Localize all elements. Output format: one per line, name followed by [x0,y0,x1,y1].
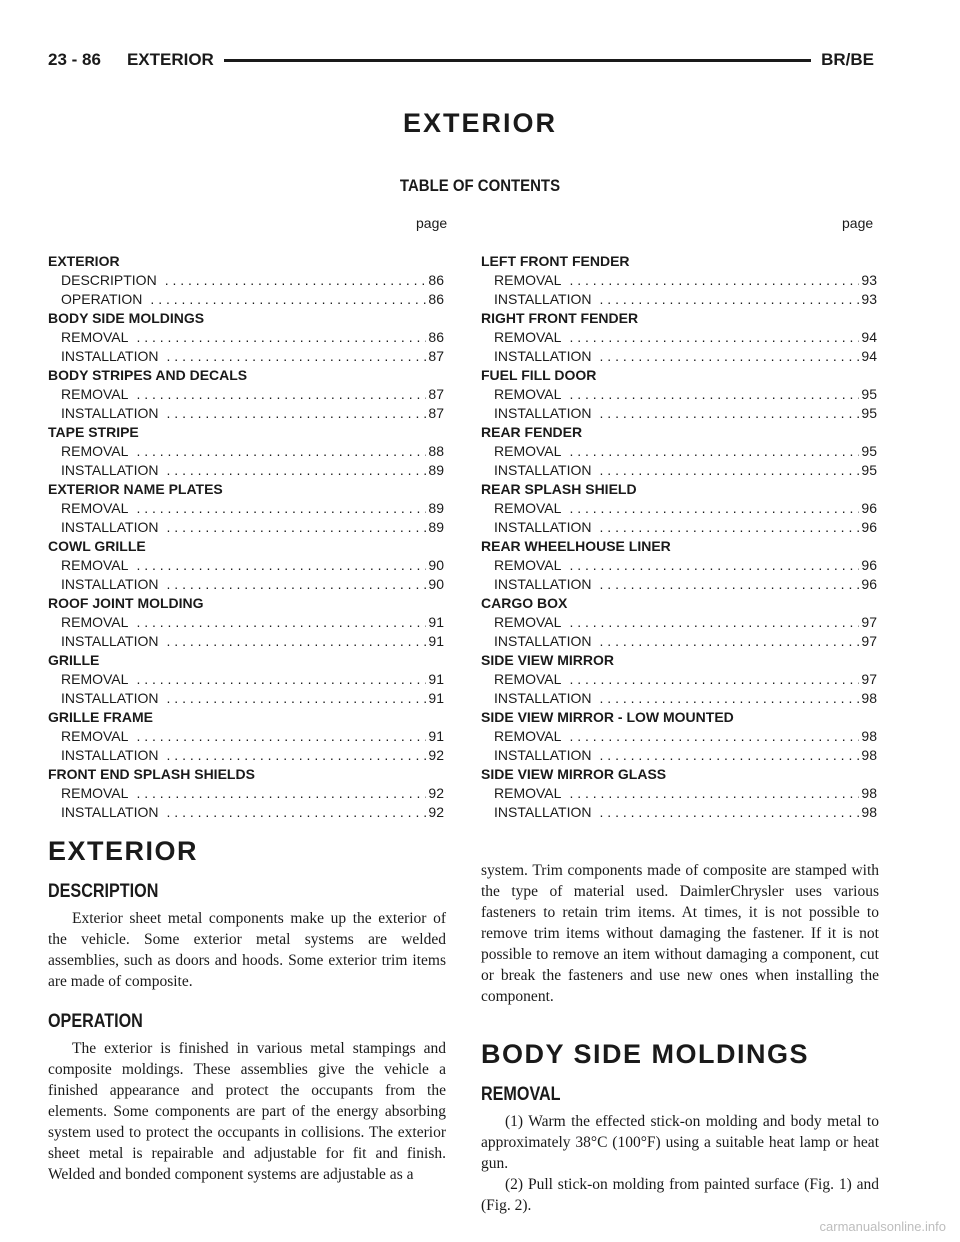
toc-group [48,651,444,708]
toc-entry[interactable] [48,404,444,423]
toc-leader-dots [167,632,427,651]
toc-entry-page: 95 [861,462,877,478]
toc-entry-label: REMOVAL [494,443,562,459]
toc-entry-page: 86 [428,291,444,307]
header-model: BR/BE [821,50,874,69]
toc-entry-page: 94 [861,329,877,345]
toc-heading[interactable]: BODY SIDE MOLDINGS [48,310,205,326]
toc-entry-label: INSTALLATION [61,690,159,706]
toc-group [481,252,877,309]
toc-heading[interactable]: REAR FENDER [481,424,583,440]
page-header [48,48,874,72]
toc-page-label-right: page [842,215,874,231]
toc-heading[interactable]: FRONT END SPLASH SHIELDS [48,766,255,782]
toc-entry-page: 92 [428,785,444,801]
toc-entry-label: REMOVAL [494,614,562,630]
toc-heading[interactable]: EXTERIOR NAME PLATES [48,481,223,497]
toc-leader-dots [136,328,426,347]
toc-leader-dots [569,385,859,404]
toc-entry[interactable] [481,385,877,404]
toc-entry-page: 93 [861,272,877,288]
toc-page-label-left: page [416,215,448,231]
toc-leader-dots [569,727,859,746]
toc-group [481,651,877,708]
toc-entry-page: 90 [428,576,444,592]
toc-entry[interactable] [481,404,877,423]
toc-entry-page: 88 [428,443,444,459]
toc-entry[interactable] [481,290,877,309]
toc-entry[interactable] [481,803,877,822]
toc-entry[interactable] [481,499,877,518]
toc-entry-page: 86 [428,329,444,345]
toc-heading[interactable]: COWL GRILLE [48,538,146,554]
toc-heading[interactable]: LEFT FRONT FENDER [481,253,630,269]
toc-leader-dots [167,404,427,423]
toc-entry-page: 86 [428,272,444,288]
toc-leader-dots [569,499,859,518]
toc-leader-dots [136,442,426,461]
toc-leader-dots [600,746,860,765]
toc-entry-page: 89 [428,500,444,516]
toc-entry[interactable] [48,328,444,347]
toc-right-column [481,252,877,822]
toc-group [481,423,877,480]
toc-entry[interactable] [48,556,444,575]
toc-leader-dots [167,518,427,537]
toc-entry-label: INSTALLATION [61,747,159,763]
toc-leader-dots [600,461,860,480]
toc-leader-dots [167,803,427,822]
toc-leader-dots [600,575,860,594]
toc-entry-label: INSTALLATION [494,804,592,820]
operation-text-continued: system. Trim components made of composite are stamped with the type of material used. DaimlerChrysler uses various fasteners to retain trim items. At times, it is not possible to remove trim items without damaging the fastener. If it is not possible to remove an item without damaging a component, cut or break the fasteners and use new ones when installing the component. [481,862,879,1005]
toc-entry-label: REMOVAL [61,557,129,573]
toc-entry-page: 91 [428,614,444,630]
toc-entry[interactable] [481,689,877,708]
toc-leader-dots [600,689,860,708]
toc-heading[interactable]: GRILLE FRAME [48,709,153,725]
toc-entry-label: INSTALLATION [494,462,592,478]
toc-leader-dots [600,803,860,822]
toc-leader-dots [136,784,426,803]
toc-leader-dots [136,613,426,632]
toc-group [481,594,877,651]
toc-entry-label: INSTALLATION [494,291,592,307]
toc-entry-page: 95 [861,386,877,402]
toc-entry-page: 91 [428,671,444,687]
toc-group [48,366,444,423]
toc-leader-dots [136,727,426,746]
toc-leader-dots [600,290,860,309]
toc-entry-label: REMOVAL [61,443,129,459]
toc-entry-label: INSTALLATION [494,633,592,649]
toc-entry-label: REMOVAL [61,329,129,345]
body-left-column [48,834,446,1185]
toc-entry-label: INSTALLATION [494,747,592,763]
page-title: EXTERIOR [402,108,558,138]
toc-leader-dots [165,271,427,290]
toc-group [481,309,877,366]
toc-entry-page: 94 [861,348,877,364]
toc-group [48,423,444,480]
header-rule [224,59,811,62]
removal-step-2: (2) Pull stick-on molding from painted surface (Fig. 1) and (Fig. 2). [481,1176,879,1214]
toc-entry-page: 92 [428,804,444,820]
toc-entry-page: 89 [428,519,444,535]
toc-leader-dots [569,784,859,803]
toc-entry[interactable] [481,347,877,366]
toc-entry-label: INSTALLATION [494,519,592,535]
removal-heading: REMOVAL [481,1084,561,1105]
toc-heading[interactable]: EXTERIOR [48,253,120,269]
description-heading: DESCRIPTION [48,881,159,902]
toc-group [48,309,444,366]
toc-entry[interactable] [481,746,877,765]
toc-heading[interactable]: SIDE VIEW MIRROR [481,652,615,668]
toc-entry-page: 87 [428,386,444,402]
toc-entry-label: REMOVAL [61,614,129,630]
toc-entry[interactable] [48,347,444,366]
toc-entry-page: 90 [428,557,444,573]
toc-entry-label: INSTALLATION [61,348,159,364]
toc-leader-dots [167,461,427,480]
toc-entry-label: INSTALLATION [61,462,159,478]
toc-entry[interactable] [481,575,877,594]
toc-heading[interactable]: REAR SPLASH SHIELD [481,481,637,497]
toc-entry-page: 91 [428,690,444,706]
toc-group [48,765,444,822]
toc-heading[interactable]: RIGHT FRONT FENDER [481,310,639,326]
toc-leader-dots [167,746,427,765]
toc-leader-dots [569,442,859,461]
toc-entry-page: 93 [861,291,877,307]
toc-entry-label: INSTALLATION [61,519,159,535]
toc-entry[interactable] [48,499,444,518]
toc-group [48,594,444,651]
toc-entry-page: 97 [861,633,877,649]
toc-leader-dots [136,670,426,689]
toc-entry-page: 97 [861,671,877,687]
operation-text: The exterior is finished in various metal stampings and composite moldings. These assemblies give the vehicle a finished appearance and protect the occupants from the elements. Some components are part of the energy absorbing system used to protect the occupants in collisions. The exterior sheet metal is repairable and adjustable for fit and finish. Welded and bonded component systems are adjustable as a [48,1040,446,1183]
toc-entry-page: 96 [861,519,877,535]
toc-entry[interactable] [48,575,444,594]
toc-entry-label: INSTALLATION [494,690,592,706]
toc-leader-dots [569,556,859,575]
toc-group [481,708,877,765]
toc-entry[interactable] [48,290,444,309]
toc-entry[interactable] [481,518,877,537]
toc-entry[interactable] [48,442,444,461]
toc-heading[interactable]: REAR WHEELHOUSE LINER [481,538,671,554]
toc-entry-label: REMOVAL [61,671,129,687]
toc-entry[interactable] [48,689,444,708]
toc-entry[interactable] [481,727,877,746]
body-right-column [481,860,879,1216]
toc-leader-dots [569,328,859,347]
toc-entry-label: DESCRIPTION [61,272,157,288]
toc-leader-dots [569,670,859,689]
toc-heading[interactable]: CARGO BOX [481,595,568,611]
toc-entry[interactable] [48,271,444,290]
toc-entry[interactable] [481,670,877,689]
toc-entry-label: REMOVAL [494,671,562,687]
toc-group [481,765,877,822]
toc-entry-page: 87 [428,405,444,421]
toc-entry-page: 89 [428,462,444,478]
toc-leader-dots [136,385,426,404]
toc-entry-label: INSTALLATION [61,804,159,820]
toc-leader-dots [600,404,860,423]
toc-entry-page: 98 [861,690,877,706]
toc-leader-dots [569,613,859,632]
toc-entry-label: REMOVAL [61,728,129,744]
toc-leader-dots [136,556,426,575]
toc-entry-label: REMOVAL [61,386,129,402]
toc-entry-label: REMOVAL [494,728,562,744]
toc-entry-label: REMOVAL [494,386,562,402]
toc-entry[interactable] [48,746,444,765]
toc-entry[interactable] [48,518,444,537]
toc-entry-label: REMOVAL [61,500,129,516]
toc-heading[interactable]: BODY STRIPES AND DECALS [48,367,248,383]
toc-heading[interactable]: FUEL FILL DOOR [481,367,597,383]
toc-entry-label: REMOVAL [494,557,562,573]
toc-entry[interactable] [48,670,444,689]
toc-title: TABLE OF CONTENTS [399,176,561,195]
toc-entry-label: INSTALLATION [494,405,592,421]
toc-group [48,537,444,594]
toc-entry[interactable] [481,784,877,803]
toc-entry-page: 96 [861,576,877,592]
toc-leader-dots [600,347,860,366]
header-section-name: EXTERIOR [126,50,214,69]
toc-leader-dots [167,689,427,708]
toc-entry-label: INSTALLATION [61,576,159,592]
watermark: carmanualsonline.info [819,1219,946,1234]
toc-entry-label: INSTALLATION [61,405,159,421]
toc-entry-page: 96 [861,557,877,573]
toc-entry-page: 87 [428,348,444,364]
toc-entry-page: 95 [861,443,877,459]
toc-entry[interactable] [481,556,877,575]
toc-entry-page: 98 [861,747,877,763]
toc-left-column [48,252,444,822]
toc-entry[interactable] [481,442,877,461]
page-number: 23 - 86 [48,50,101,69]
toc-entry[interactable] [481,271,877,290]
toc-entry-label: REMOVAL [494,785,562,801]
toc-entry[interactable] [48,385,444,404]
toc-leader-dots [600,632,860,651]
toc-entry-label: OPERATION [61,291,143,307]
toc-group [48,252,444,309]
toc-entry-label: INSTALLATION [494,576,592,592]
toc-entry-page: 91 [428,728,444,744]
section-heading-exterior: EXTERIOR [48,836,199,866]
toc-entry[interactable] [48,803,444,822]
toc-entry[interactable] [481,328,877,347]
description-text: Exterior sheet metal components make up the exterior of the vehicle. Some exterior metal systems are welded assemblies, such as doors and hoods. Some exterior trim items are made of composite. [48,910,446,990]
toc-heading[interactable]: ROOF JOINT MOLDING [48,595,204,611]
section-heading-body-side-moldings: BODY SIDE MOLDINGS [481,1039,810,1069]
toc-entry-label: REMOVAL [494,272,562,288]
toc-leader-dots [167,575,427,594]
toc-entry-page: 91 [428,633,444,649]
toc-group [48,480,444,537]
removal-step-1: (1) Warm the effected stick-on molding and body metal to approximately 38°C (100°F) using a suitable heat lamp or heat gun. [481,1113,879,1172]
toc-entry-page: 96 [861,500,877,516]
toc-group [481,366,877,423]
toc-entry[interactable] [48,632,444,651]
toc-entry-page: 97 [861,614,877,630]
toc-entry-page: 95 [861,405,877,421]
toc-leader-dots [136,499,426,518]
toc-entry[interactable] [481,613,877,632]
toc-entry-label: REMOVAL [494,500,562,516]
toc-heading[interactable]: SIDE VIEW MIRROR GLASS [481,766,667,782]
toc-entry[interactable] [48,727,444,746]
toc-entry-label: INSTALLATION [61,633,159,649]
toc-entry-page: 92 [428,747,444,763]
toc-leader-dots [569,271,859,290]
toc-entry-page: 98 [861,804,877,820]
toc-entry[interactable] [48,461,444,480]
toc-heading[interactable]: GRILLE [48,652,100,668]
toc-group [481,480,877,537]
toc-entry-label: REMOVAL [494,329,562,345]
toc-leader-dots [600,518,860,537]
toc-entry-label: INSTALLATION [494,348,592,364]
toc-leader-dots [150,290,426,309]
toc-group [481,537,877,594]
toc-entry[interactable] [48,784,444,803]
toc-entry-label: REMOVAL [61,785,129,801]
toc-group [48,708,444,765]
toc-entry[interactable] [48,613,444,632]
toc-heading[interactable]: TAPE STRIPE [48,424,139,440]
toc-heading[interactable]: SIDE VIEW MIRROR - LOW MOUNTED [481,709,734,725]
toc-entry[interactable] [481,632,877,651]
toc-entry[interactable] [481,461,877,480]
toc-entry-page: 98 [861,728,877,744]
toc-entry-page: 98 [861,785,877,801]
operation-heading: OPERATION [48,1011,143,1032]
toc-leader-dots [167,347,427,366]
